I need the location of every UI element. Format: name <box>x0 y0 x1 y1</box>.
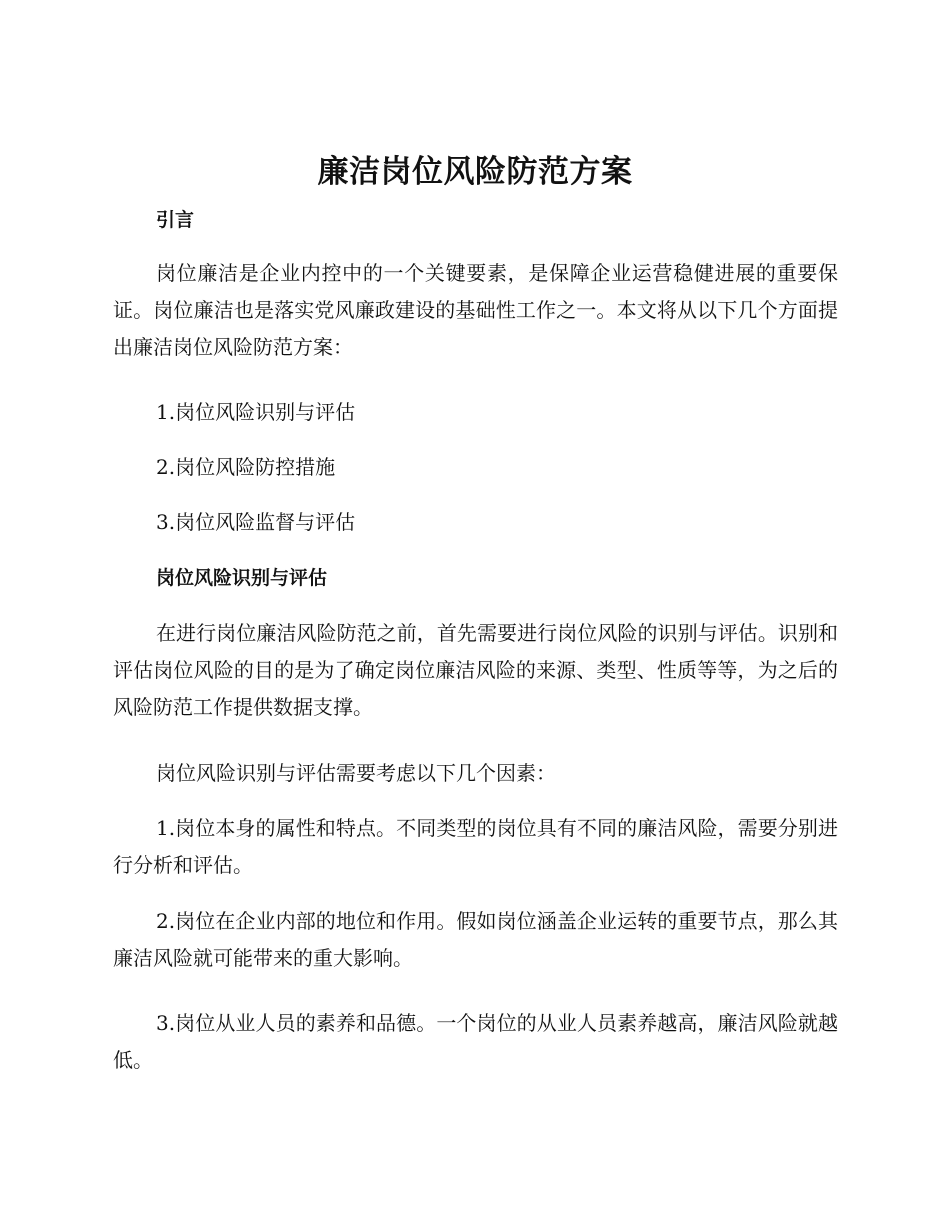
factor-item-1: 1.岗位本身的属性和特点。不同类型的岗位具有不同的廉洁风险，需要分别进行分析和评估。 <box>113 816 838 877</box>
risk-identification-paragraph: 在进行岗位廉洁风险防范之前，首先需要进行岗位风险的识别与评估。识别和评估岗位风险的目的是为了确定岗位廉洁风险的来源、类型、性质等等，为之后的风险防范工作提供数据支撑。 <box>113 621 838 719</box>
document-title: 廉洁岗位风险防范方案 <box>317 154 633 190</box>
intro-paragraph: 岗位廉洁是企业内控中的一个关键要素，是保障企业运营稳健进展的重要保证。岗位廉洁也是落实党风廉政建设的基础性工作之一。本文将从以下几个方面提出廉洁岗位风险防范方案： <box>113 261 838 359</box>
factor-item-3: 3.岗位从业人员的素养和品德。一个岗位的从业人员素养越高，廉洁风险就越低。 <box>113 1011 838 1072</box>
outline-item-1: 1.岗位风险识别与评估 <box>156 400 356 424</box>
outline-item-3: 3.岗位风险监督与评估 <box>156 510 356 534</box>
section-heading-risk-identification: 岗位风险识别与评估 <box>156 567 328 589</box>
outline-item-2: 2.岗位风险防控措施 <box>156 455 336 479</box>
factor-item-2: 2.岗位在企业内部的地位和作用。假如岗位涵盖企业运转的重要节点，那么其廉洁风险就可能带来的重大影响。 <box>113 909 838 970</box>
factors-intro-paragraph: 岗位风险识别与评估需要考虑以下几个因素： <box>156 761 556 785</box>
section-heading-intro: 引言 <box>156 209 195 231</box>
